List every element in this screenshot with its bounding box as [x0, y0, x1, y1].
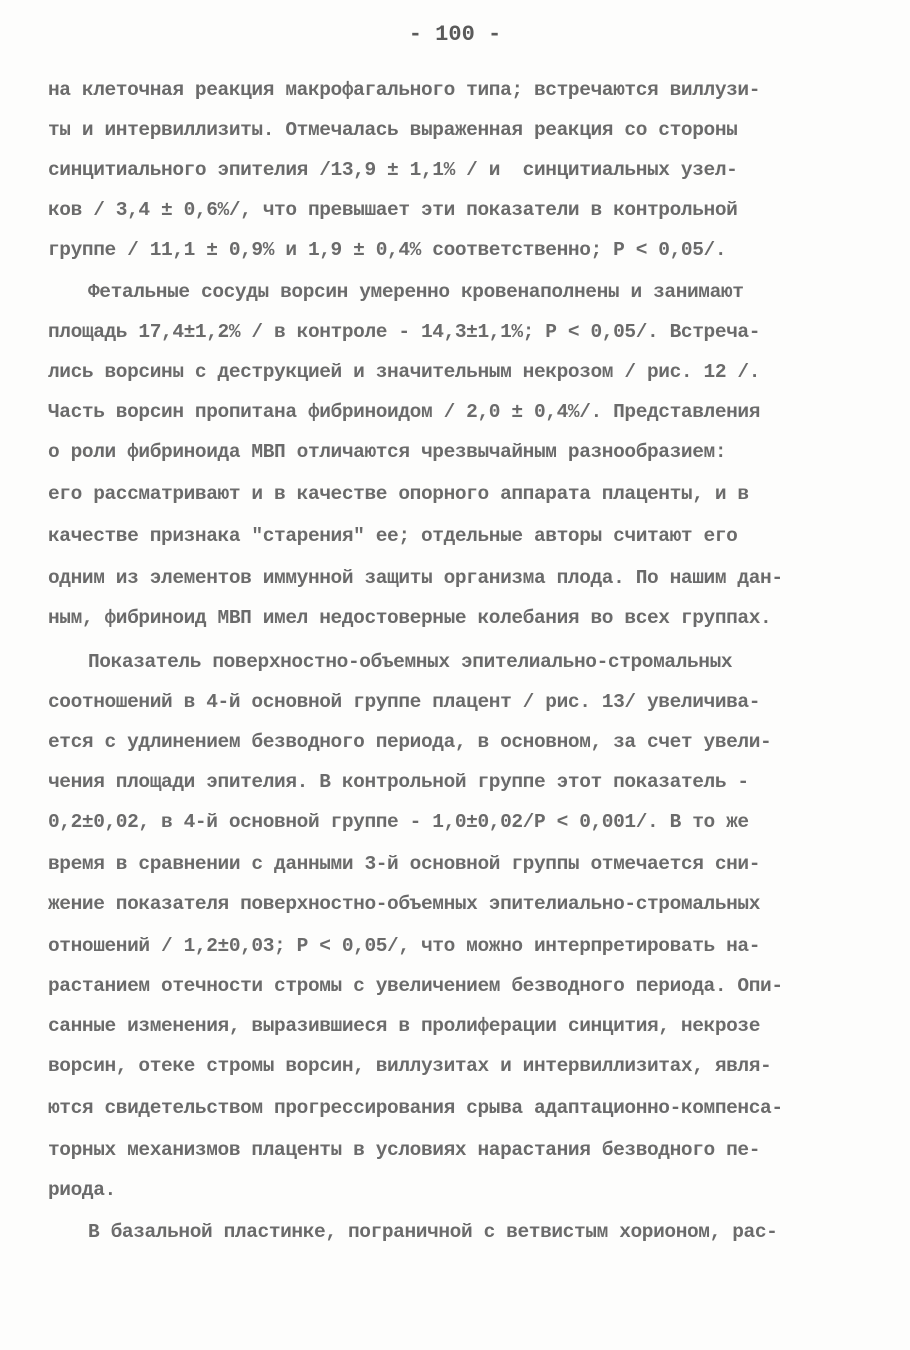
- text-line: Часть ворсин пропитана фибриноидом / 2,0 ± 0,4%/. Представления: [48, 401, 761, 423]
- text-line: ным, фибриноид МВП имел недостоверные колебания во всех группах.: [48, 607, 772, 629]
- text-line: жение показателя поверхностно-объемных эпителиально-стромальных: [48, 893, 761, 915]
- paragraph-start-line: Показатель поверхностно-объемных эпителиально-стромальных: [88, 651, 733, 673]
- text-line: ворсин, отеке стромы ворсин, виллузитах и интервиллизитах, явля-: [48, 1055, 772, 1077]
- text-line: отношений / 1,2±0,03; Р < 0,05/, что можно интерпретировать на-: [48, 935, 761, 957]
- page-number: - 100 -: [408, 22, 502, 47]
- text-line: лись ворсины с деструкцией и значительным некрозом / рис. 12 /.: [48, 361, 761, 383]
- text-line: 0,2±0,02, в 4-й основной группе - 1,0±0,02/Р < 0,001/. В то же: [48, 811, 749, 833]
- text-line: торных механизмов плаценты в условиях нарастания безводного пе-: [48, 1139, 761, 1161]
- text-line: соотношений в 4-й основной группе плацент / рис. 13/ увеличива-: [48, 691, 761, 713]
- text-line: качестве признака "старения" ее; отдельные авторы считают его: [48, 525, 738, 547]
- text-line: чения площади эпителия. В контрольной группе этот показатель -: [48, 771, 749, 793]
- text-line: ты и интервиллизиты. Отмечалась выраженная реакция со стороны: [48, 119, 738, 141]
- text-line: площадь 17,4±1,2% / в контроле - 14,3±1,1%; Р < 0,05/. Встреча-: [48, 321, 761, 343]
- text-line: риода.: [48, 1179, 116, 1201]
- text-line: о роли фибриноида МВП отличаются чрезвычайным разнообразием:: [48, 441, 727, 463]
- text-line: растанием отечности стромы с увеличением безводного периода. Опи-: [48, 975, 783, 997]
- text-line: санные изменения, выразившиеся в пролиферации синцития, некрозе: [48, 1015, 761, 1037]
- text-line: группе / 11,1 ± 0,9% и 1,9 ± 0,4% соответственно; Р < 0,05/.: [48, 239, 727, 261]
- text-line: одним из элементов иммунной защиты организма плода. По нашим дан-: [48, 567, 783, 589]
- text-line: на клеточная реакция макрофагального типа; встречаются виллузи-: [48, 79, 761, 101]
- text-line: ется с удлинением безводного периода, в основном, за счет увели-: [48, 731, 772, 753]
- text-line: ков / 3,4 ± 0,6%/, что превышает эти показатели в контрольной: [48, 199, 738, 221]
- text-line: синцитиального эпителия /13,9 ± 1,1% / и синцитиальных узел-: [48, 159, 738, 181]
- text-line: ются свидетельством прогрессирования срыва адаптационно-компенса-: [48, 1097, 783, 1119]
- paragraph-start-line: Фетальные сосуды ворсин умеренно кровенаполнены и занимают: [88, 281, 744, 303]
- text-line: время в сравнении с данными 3-й основной группы отмечается сни-: [48, 853, 761, 875]
- text-line: его рассматривают и в качестве опорного аппарата плаценты, и в: [48, 483, 749, 505]
- paragraph-start-line: В базальной пластинке, пограничной с ветвистым хорионом, рас-: [88, 1221, 778, 1243]
